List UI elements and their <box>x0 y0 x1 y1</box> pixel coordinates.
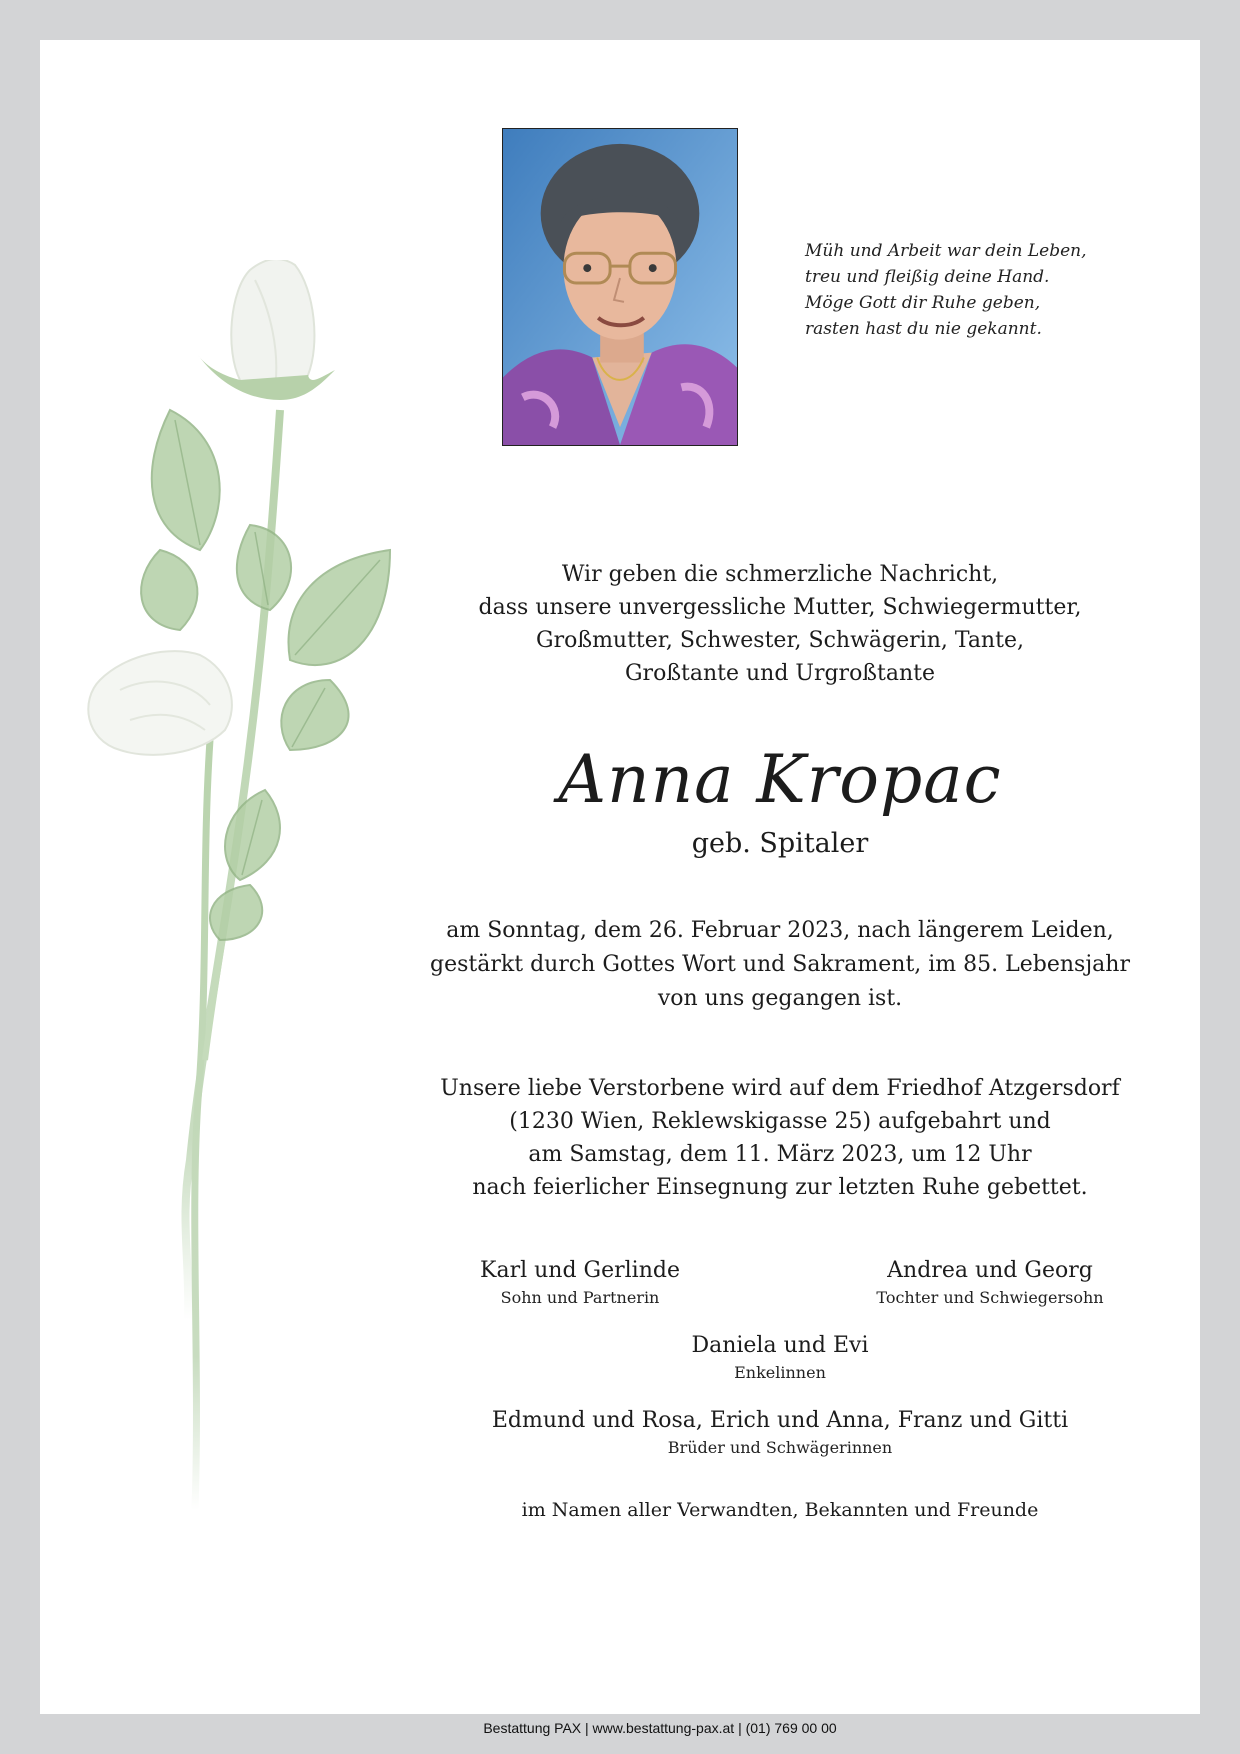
closing-line: im Namen aller Verwandten, Bekannten und Freunde <box>521 1499 1039 1521</box>
family-granddaughters <box>630 1331 930 1385</box>
family-names: Daniela und Evi <box>691 1333 869 1358</box>
deceased-name: Anna Kropac <box>558 741 1002 818</box>
funeral-line: Unsere liebe Verstorbene wird auf dem Friedhof Atzgersdorf <box>440 1076 1120 1101</box>
family-names: Karl und Gerlinde <box>480 1258 680 1283</box>
death-notice-page <box>40 40 1200 1736</box>
funeral-line: (1230 Wien, Reklewskigasse 25) aufgebahrt und <box>509 1109 1051 1134</box>
portrait-photo <box>502 128 738 446</box>
family-relation: Enkelinnen <box>734 1363 826 1382</box>
maiden-name: geb. Spitaler <box>691 828 869 859</box>
intro-line: Großtante und Urgroßtante <box>624 661 935 686</box>
details-line: am Sonntag, dem 26. Februar 2023, nach längerem Leiden, <box>446 918 1114 943</box>
footer-contact: Bestattung PAX | www.bestattung-pax.at | (01) 769 00 00 <box>483 1720 837 1736</box>
details-line: gestärkt durch Gottes Wort und Sakrament, im 85. Lebensjahr <box>430 952 1130 977</box>
family-son <box>430 1256 730 1310</box>
intro-line: Großmutter, Schwester, Schwägerin, Tante, <box>536 628 1024 653</box>
poem-line: treu und fleißig deine Hand. <box>805 267 1050 287</box>
announcement-intro <box>380 558 1180 690</box>
poem-line: rasten hast du nie gekannt. <box>805 319 1042 339</box>
white-rose-image <box>80 260 460 1540</box>
family-relation: Tochter und Schwiegersohn <box>876 1288 1104 1307</box>
funeral-line: am Samstag, dem 11. März 2023, um 12 Uhr <box>528 1142 1032 1167</box>
details-line: von uns gegangen ist. <box>657 986 903 1011</box>
poem-line: Müh und Arbeit war dein Leben, <box>805 241 1087 261</box>
family-names: Andrea und Georg <box>887 1258 1093 1283</box>
poem-line: Möge Gott dir Ruhe geben, <box>805 293 1041 313</box>
family-daughter <box>830 1256 1150 1310</box>
family-siblings <box>380 1406 1180 1460</box>
funeral-line: nach feierlicher Einsegnung zur letzten Ruhe gebettet. <box>472 1175 1088 1200</box>
memorial-poem <box>805 238 1145 342</box>
family-relation: Sohn und Partnerin <box>500 1288 660 1307</box>
family-names: Edmund und Rosa, Erich und Anna, Franz und Gitti <box>491 1408 1069 1433</box>
intro-line: Wir geben die schmerzliche Nachricht, <box>561 562 999 587</box>
death-details <box>380 914 1180 1016</box>
funeral-details <box>380 1072 1180 1204</box>
intro-line: dass unsere unvergessliche Mutter, Schwiegermutter, <box>478 595 1082 620</box>
family-relation: Brüder und Schwägerinnen <box>667 1438 893 1457</box>
